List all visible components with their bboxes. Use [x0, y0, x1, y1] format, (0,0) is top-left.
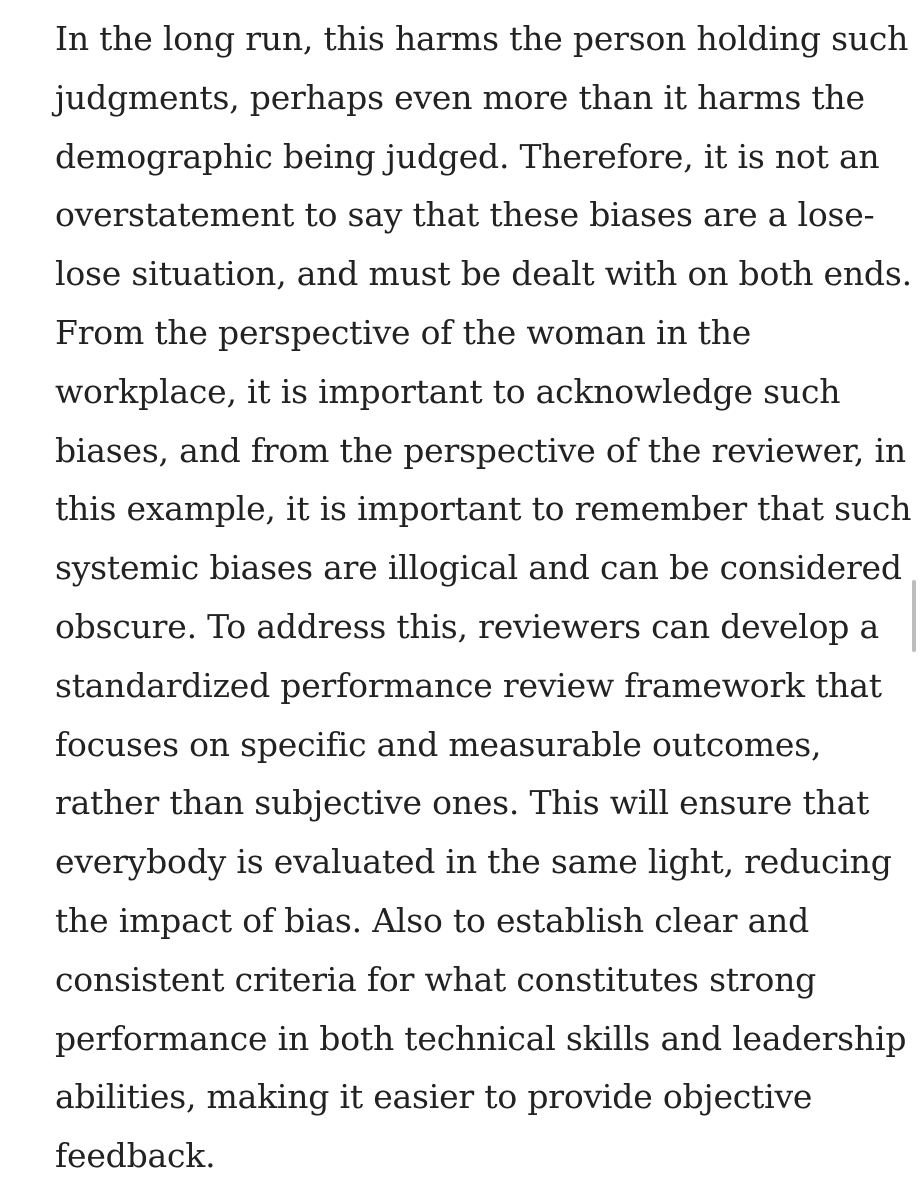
paragraph-line: From the perspective of the woman in the [55, 312, 752, 352]
article-paragraph [55, 10, 912, 1186]
paragraph-line: performance in both technical skills and leadership [55, 1018, 907, 1058]
paragraph-line: feedback. [55, 1136, 216, 1176]
paragraph-line: consistent criteria for what constitutes strong [55, 959, 817, 999]
paragraph-line: lose situation, and must be dealt with on both ends. [55, 254, 912, 294]
paragraph-line: abilities, making it easier to provide objective [55, 1077, 813, 1117]
paragraph-line: focuses on specific and measurable outcomes, [55, 724, 822, 764]
paragraph-line: workplace, it is important to acknowledge such [55, 371, 841, 411]
paragraph-line: the impact of bias. Also to establish clear and [55, 900, 810, 940]
paragraph-line: everybody is evaluated in the same light, reducing [55, 842, 892, 882]
vertical-scrollbar-thumb[interactable] [912, 580, 916, 652]
paragraph-line: In the long run, this harms the person holding such [55, 19, 909, 58]
paragraph-line: demographic being judged. Therefore, it is not an [55, 136, 880, 176]
paragraph-line: rather than subjective ones. This will ensure that [55, 783, 870, 823]
paragraph-line: obscure. To address this, reviewers can develop a [55, 606, 879, 646]
paragraph-line: systemic biases are illogical and can be considered [55, 548, 902, 588]
paragraph-line: this example, it is important to remember that such [55, 489, 912, 529]
paragraph-line: standardized performance review framework that [55, 665, 882, 705]
paragraph-line: overstatement to say that these biases are a lose- [55, 195, 875, 235]
paragraph-line: judgments, perhaps even more than it harms the [55, 77, 865, 117]
paragraph-line: biases, and from the perspective of the reviewer, in [55, 430, 906, 470]
